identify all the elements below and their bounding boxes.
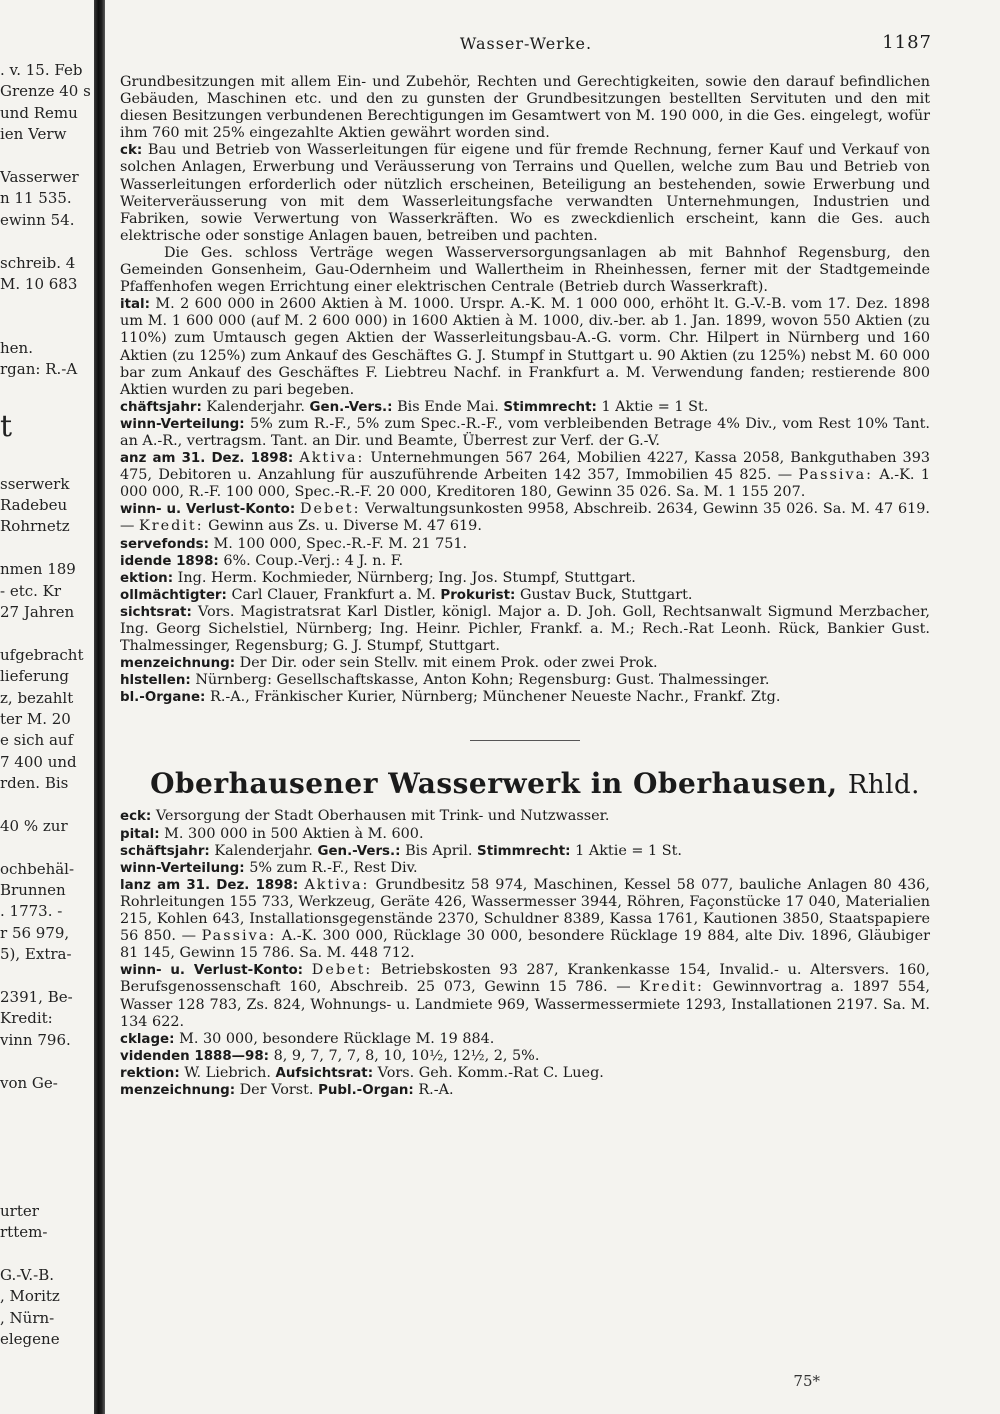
margin-line: ewinn 54. <box>0 210 75 229</box>
margin-line: , Moritz <box>0 1287 60 1306</box>
margin-line: Rohrnetz <box>0 517 70 536</box>
zweck-label: eck: <box>120 809 152 825</box>
margin-line: rttem- <box>0 1223 48 1242</box>
margin-line: schreib. 4 <box>0 253 76 272</box>
kapital-text: M. 300 000 in 500 Aktien à M. 600. <box>164 825 424 842</box>
margin-line: M. 10 683 <box>0 274 78 293</box>
dir-label: ektion: <box>120 570 174 586</box>
gj-text: Kalenderjahr. <box>206 398 305 415</box>
margin-line: sserwerk <box>0 474 70 493</box>
guv-label: winn- u. Verlust-Konto: <box>120 963 304 979</box>
entry2-direktion <box>120 1065 930 1082</box>
entry2-geschaeftsjahr <box>120 843 930 860</box>
margin-line: hen. <box>0 339 33 358</box>
kapital-text: M. 2 600 000 in 2600 Aktien à M. 1000. Urspr. A.-K. M. 1 000 000, erhöht lt. G.-V.-B. vom 17. Dez. 1898 um M. 1 600 000 (auf M. 2 600 000) in 1600 Aktien à M. 1000, div.-ber. ab 1. Jan. 1899, wovon 550 Aktien (zu 110%) zum Umtausch gegen Aktien der Wasserleitungsbau-A.-G. vorm. Chr. Hilpert in Nürnberg und 160 Aktien (zu 125%) zum Ankauf des Geschäftes G. J. Stumpf in Stuttgart u. 90 Aktien (zu 125%) nebst M. 60 000 bar zum Ankauf des Geschäftes F. Liebtreu Nachf. in Frankfurt a. M. Verwendung fanden; restierende 800 Aktien wurden zu pari begeben. <box>120 296 930 398</box>
ar-label: sichtsrat: <box>120 604 192 620</box>
margin-line <box>0 623 96 644</box>
stimm-label: Stimmrecht: <box>477 843 571 859</box>
margin-line <box>0 381 96 402</box>
margin-line: z, bezahlt <box>0 688 74 707</box>
margin-line <box>0 1158 96 1179</box>
ar-text: Vors. Magistratsrat Karl Distler, königl. Major a. D. Joh. Goll, Rechtsanwalt Sigmund Merzbacher, Ing. Georg Sichelstiel, Nürnberg; Ing. Heinr. Pichler, Frankf. a. M.; Rech.-Rat Leonh. Rück, Bankier Gust. Thalmessinger, Regensburg; G. J. Stumpf, Stuttgart. <box>120 603 931 655</box>
margin-line <box>0 146 96 167</box>
margin-line <box>0 837 96 858</box>
kredit-word: Kredit: <box>138 518 204 535</box>
firma-label: menzeichnung: <box>120 656 236 672</box>
rueck-label: cklage: <box>120 1031 175 1047</box>
margin-line: Kredit: <box>0 1009 53 1028</box>
entry1-gewinnverteilung <box>120 416 930 450</box>
entry1-bevollmaechtigter <box>120 587 930 604</box>
gewinnvert-label: winn-Verteilung: <box>120 416 245 432</box>
entry2-ruecklage <box>120 1031 930 1048</box>
left-margin-bleed <box>0 60 96 1380</box>
margin-line: urter <box>0 1201 39 1220</box>
margin-line <box>0 1051 96 1072</box>
bilanz-label: anz am 31. Dez. 1898: <box>120 451 294 467</box>
zweck-text: Versorgung der Stadt Oberhausen mit Trink- und Nutzwasser. <box>155 808 610 825</box>
ar-text: Vors. Geh. Komm.-Rat C. Lueg. <box>377 1064 604 1081</box>
section-divider <box>470 740 580 741</box>
entry1-direktion <box>120 570 930 587</box>
margin-line <box>0 966 96 987</box>
margin-line <box>0 295 96 316</box>
kredit-word: Kredit: <box>639 979 704 996</box>
aktiva-word: Aktiva: <box>304 876 370 893</box>
guv-label: winn- u. Verlust-Konto: <box>120 502 296 518</box>
margin-line: Grenze 40 s <box>0 82 91 101</box>
dir-text: Ing. Herm. Kochmieder, Nürnberg; Ing. Jos. Stumpf, Stuttgart. <box>177 569 636 586</box>
margin-line: 27 Jahren <box>0 602 75 621</box>
gewinnvert-text: 5% zum R.-F., 5% zum Spec.-R.-F., vom verbleibenden Betrage 4% Div., vom Rest 10% Tant. an A.-R., vertragsm. Tant. an Dir. und Beamte, Überrest zur Verf. der G.-V. <box>120 415 930 449</box>
entry1-publ-organe <box>120 689 930 706</box>
margin-line: 2391, Be- <box>0 988 73 1007</box>
dir-label: rektion: <box>120 1065 180 1081</box>
margin-line <box>0 538 96 559</box>
margin-line: r 56 979, <box>0 923 70 942</box>
margin-line <box>0 1137 96 1158</box>
margin-line: . 1773. - <box>0 902 63 921</box>
entry1-intro: Grundbesitzungen mit allem Ein- und Zubehör, Rechten und Gerechtigkeiten, sowie den darauf befindlichen Gebäuden, Maschinen etc. und den zu gunsten der Grundbesitzungen bestellten Servituten und den mit diesen Besitzungen verbundenen Berechtigungen im Gesamtwert von M. 190 000, in die Ges. eingelegt, wofür ihm 760 mit 25% eingezahlte Aktien gewährt worden sind. <box>120 74 930 142</box>
entry1-firmenzeichnung <box>120 655 930 672</box>
publ-text: R.-A. <box>418 1081 454 1098</box>
entry2-guv <box>120 962 930 1030</box>
gewinnvert-label: winn-Verteilung: <box>120 860 245 876</box>
margin-line: und Remu <box>0 103 78 122</box>
zweck-text: Bau und Betrieb von Wasserleitungen für eigene und für fremde Rechnung, ferner Kauf und Verkauf von solchen Anlagen, Erwerbung und Veräusserung von Terrains und Quellen, welche zum Bau und Betrieb von Wasserleitungen erforderlich oder nützlich erscheinen, Beteiligung an bestehenden, sowie Erwerbung und Weiterveräusserung von mit dem Wasserleitungsfache verwandten Unternehmungen, Industrien und Fabriken, sowie Verwertung von Wasserkräften. Wo es zweckdienlich erscheint, kann die Ges. auch elektrische oder sonstige Anlagen bauen, betreiben und pachten. <box>120 142 930 244</box>
entry1-vertraege: Die Ges. schloss Verträge wegen Wasserversorgungsanlagen ab mit Bahnhof Regensburg, den Gemeinden Gonsenheim, Gau-Odernheim und Wallertheim in Rheinhessen, ferner mit der Stadtgemeinde Pfaffenhofen wegen Errichtung einer elektrischen Centrale (Betrieb durch Wasserkraft). <box>120 244 930 296</box>
zweck-label: ck: <box>120 143 143 159</box>
margin-line: Brunnen <box>0 881 66 900</box>
div-label: idende 1898: <box>120 553 219 569</box>
page-header <box>120 34 932 58</box>
prok-label: Prokurist: <box>440 587 516 603</box>
debet-word: Debet: <box>300 501 361 518</box>
zahl-text: Nürnberg: Gesellschaftskasse, Anton Kohn; Regensburg: Gust. Thalmessinger. <box>195 672 770 689</box>
running-title: Wasser-Werke. <box>459 34 593 53</box>
printer-signature: 75* <box>793 1372 820 1390</box>
margin-line: 40 % zur <box>0 816 68 835</box>
publ-label: Publ.-Organ: <box>318 1082 414 1098</box>
gv-label: Gen.-Vers.: <box>317 843 401 859</box>
stimm-label: Stimmrecht: <box>503 399 597 415</box>
guv-kredit: Gewinnvortrag a. 1897 554, Wasser 128 783, Zs. 824, Wohnungs- u. Landmiete 969, Wassermessermiete 1293, Installationen 2197. Sa. M. 134 622. <box>120 979 930 1030</box>
main-column <box>120 74 930 1099</box>
gj-text: Kalenderjahr. <box>214 842 313 859</box>
bilanz-label: lanz am 31. Dez. 1898: <box>120 877 299 893</box>
entry2-zweck <box>120 808 930 825</box>
div-text: 8, 9, 7, 7, 7, 8, 10, 10½, 12½, 2, 5%. <box>273 1047 540 1064</box>
margin-line: ien Verw <box>0 125 67 144</box>
margin-line: Radebeu <box>0 496 68 515</box>
voll-text: Carl Clauer, Frankfurt a. M. <box>231 586 436 603</box>
margin-line: n 11 535. <box>0 189 72 208</box>
book-spine-shadow <box>94 0 105 1414</box>
entry1-zahlstellen <box>120 672 930 689</box>
company-location: Rhld. <box>847 770 920 801</box>
reserve-label: servefonds: <box>120 536 209 552</box>
margin-line: rgan: R.-A <box>0 360 78 379</box>
kapital-label: pital: <box>120 826 160 842</box>
prok-text: Gustav Buck, Stuttgart. <box>519 586 693 603</box>
margin-line: vinn 796. <box>0 1030 71 1049</box>
bilanz-aktiva: Grundbesitz 58 974, Maschinen, Kessel 58 077, bauliche Anlagen 80 436, Rohrleitungen 155 733, Werkzeug, Geräte 426, Wassermesser 3944, Röhren, Façonstücke 17 040, Materialien 215, Kohlen 643, Installationsgegenstände 2370, Schuldner 8389, Kassa 1761, Kautionen 3850, Staatspapiere 56 850. — <box>120 876 931 945</box>
company-name: Oberhausener Wasserwerk in Oberhausen, <box>150 767 838 801</box>
entry2-kapital <box>120 826 930 843</box>
margin-line <box>0 1180 96 1201</box>
aktiva-word: Aktiva: <box>299 450 365 467</box>
margin-line <box>0 231 96 252</box>
entry1-aufsichtsrat <box>120 604 930 655</box>
kapital-label: ital: <box>120 297 150 313</box>
zahl-label: hlstellen: <box>120 673 191 689</box>
guv-debet: Verwaltungsunkosten 9958, Abschreib. 2634, Gewinn 35 026. Sa. M. 47 619. — <box>120 501 931 535</box>
margin-line <box>0 317 96 338</box>
margin-line: 5), Extra- <box>0 945 72 964</box>
voll-label: ollmächtigter: <box>120 587 227 603</box>
firma-text: Der Dir. oder sein Stellv. mit einem Prok. oder zwei Prok. <box>239 655 658 672</box>
entry1-dividende <box>120 553 930 570</box>
gewinnvert-text: 5% zum R.-F., Rest Div. <box>249 859 418 876</box>
margin-line <box>0 1094 96 1115</box>
firma-label: menzeichnung: <box>120 1082 236 1098</box>
entry1-kapital <box>120 296 930 399</box>
gv-label: Gen.-Vers.: <box>309 399 393 415</box>
passiva-word: Passiva: <box>798 467 873 484</box>
margin-line: lieferung <box>0 667 69 686</box>
rueck-text: M. 30 000, besondere Rücklage M. 19 884. <box>179 1030 495 1047</box>
margin-line: ter M. 20 <box>0 709 71 728</box>
margin-line: t <box>0 409 13 445</box>
margin-line: rden. Bis <box>0 774 69 793</box>
stimm-text: 1 Aktie = 1 St. <box>575 842 682 859</box>
bilanz-passiva: A.-K. 1 000 000, R.-F. 100 000, Spec.-R.-F. 20 000, Kreditoren 180, Gewinn 35 026. Sa. M. 1 155 207. <box>120 467 930 501</box>
margin-line: , Nürn- <box>0 1308 55 1327</box>
entry1-guv <box>120 501 930 535</box>
passiva-word: Passiva: <box>201 928 277 945</box>
publ-label: bl.-Organe: <box>120 690 206 706</box>
company-title <box>140 767 930 802</box>
entry1-bilanz <box>120 450 930 501</box>
margin-line: . v. 15. Feb <box>0 61 83 79</box>
margin-line: 7 400 und <box>0 752 77 771</box>
margin-line: von Ge- <box>0 1073 58 1092</box>
bilanz-aktiva: Unternehmungen 567 264, Mobilien 4227, Kassa 2058, Bankguthaben 393 475, Debitoren u. Anzahlung für auszuführende Arbeiten 142 357, Immobilien 45 825. — <box>120 450 931 484</box>
page-number: 1187 <box>882 32 932 53</box>
div-text: 6%. Coup.-Verj.: 4 J. n. F. <box>223 552 404 569</box>
debet-word: Debet: <box>311 962 373 979</box>
margin-line <box>0 1115 96 1136</box>
entry2-dividenden <box>120 1048 930 1065</box>
margin-line <box>0 1244 96 1265</box>
bilanz-passiva: A.-K. 300 000, Rücklage 30 000, besondere Rücklage 19 884, alte Div. 1896, Gläubiger 81 145, Gewinn 15 786. Sa. M. 448 712. <box>120 928 931 962</box>
div-label: videnden 1888—98: <box>120 1048 270 1064</box>
entry1-zweck <box>120 142 930 245</box>
ar-label: Aufsichtsrat: <box>275 1065 374 1081</box>
margin-line: e sich auf <box>0 731 74 750</box>
margin-line: - etc. Kr <box>0 581 62 600</box>
margin-line: ochbehäl- <box>0 859 75 878</box>
margin-line <box>0 452 96 473</box>
margin-line: G.-V.-B. <box>0 1266 55 1285</box>
stimm-text: 1 Aktie = 1 St. <box>601 398 709 415</box>
entry2-gewinnverteilung <box>120 860 930 877</box>
firma-text: Der Vorst. <box>239 1081 314 1098</box>
reserve-text: M. 100 000, Spec.-R.-F. M. 21 751. <box>213 535 468 552</box>
margin-line: Vasserwer <box>0 167 79 186</box>
margin-line: ufgebracht <box>0 645 84 664</box>
guv-kredit: Gewinn aus Zs. u. Diverse M. 47 619. <box>208 518 482 535</box>
publ-text: R.-A., Fränkischer Kurier, Nürnberg; Münchener Neueste Nachr., Frankf. Ztg. <box>209 689 781 706</box>
dir-text: W. Liebrich. <box>184 1064 271 1081</box>
entry1-geschaeftsjahr <box>120 399 930 416</box>
gv-text: Bis Ende Mai. <box>397 398 499 415</box>
margin-line: elegene <box>0 1330 60 1349</box>
entry2-firmenzeichnung <box>120 1082 930 1099</box>
guv-debet: Betriebskosten 93 287, Krankenkasse 154, Invalid.- u. Altersvers. 160, Berufsgenossenschaft 160, Abschreib. 25 073, Gewinn 15 786. — <box>120 962 930 996</box>
gj-label: chäftsjahr: <box>120 399 202 415</box>
entry1-reservefonds <box>120 536 930 553</box>
gv-text: Bis April. <box>405 842 473 859</box>
margin-line <box>0 795 96 816</box>
entry2-bilanz <box>120 877 930 962</box>
margin-line: nmen 189 <box>0 560 76 579</box>
gj-label: schäftsjahr: <box>120 843 210 859</box>
